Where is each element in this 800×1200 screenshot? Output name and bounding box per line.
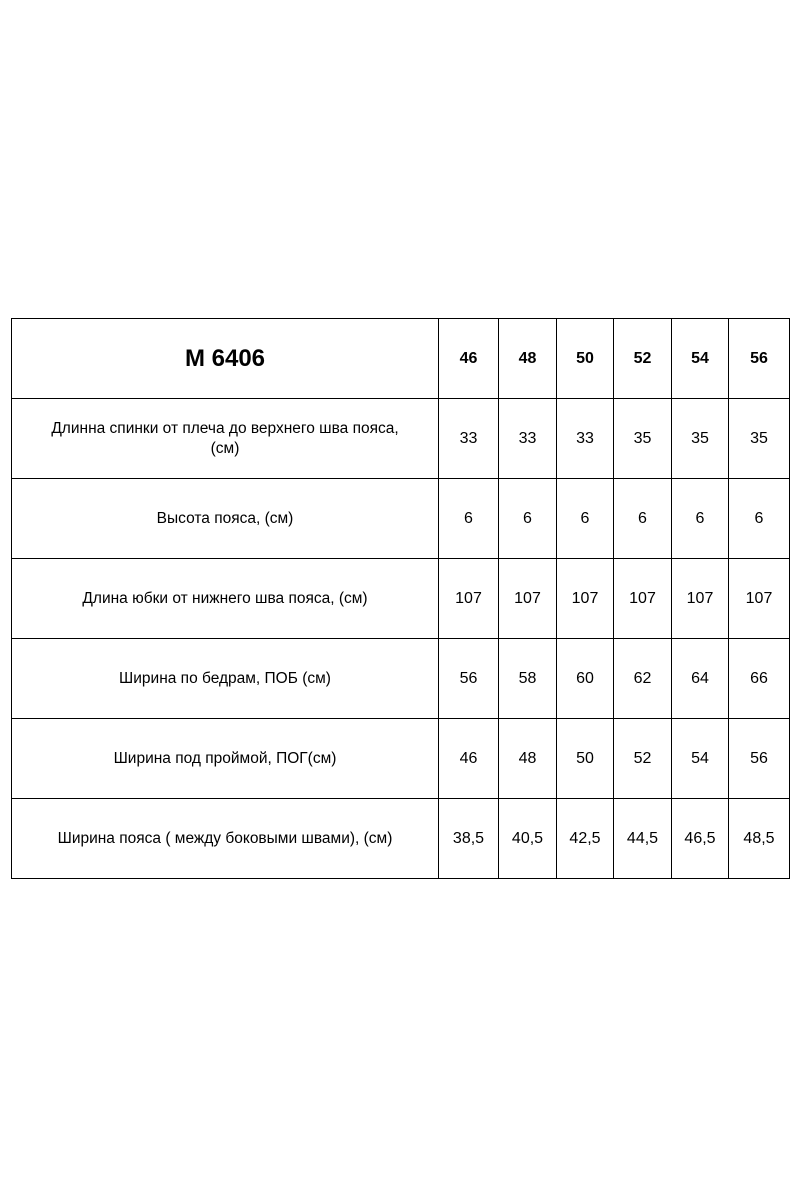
table-cell: 48 <box>499 719 557 799</box>
model-number: М 6406 <box>12 319 439 399</box>
table-row <box>12 799 790 879</box>
table-cell: 107 <box>499 559 557 639</box>
header-row <box>12 319 790 399</box>
table-cell: 6 <box>439 479 499 559</box>
table-cell: 107 <box>557 559 614 639</box>
row-label: Ширина по бедрам, ПОБ (см) <box>12 639 439 719</box>
table-cell: 56 <box>729 719 790 799</box>
table-row <box>12 719 790 799</box>
size-header: 46 <box>439 319 499 399</box>
table-row <box>12 639 790 719</box>
table-cell: 58 <box>499 639 557 719</box>
table-cell: 35 <box>672 399 729 479</box>
table-cell: 107 <box>614 559 672 639</box>
table-cell: 56 <box>439 639 499 719</box>
table-cell: 48,5 <box>729 799 790 879</box>
table-cell: 46,5 <box>672 799 729 879</box>
table-cell: 107 <box>439 559 499 639</box>
table-cell: 60 <box>557 639 614 719</box>
row-label-line: Длинна спинки от плеча до верхнего шва пояса, <box>51 419 399 437</box>
table-cell: 44,5 <box>614 799 672 879</box>
table-cell: 38,5 <box>439 799 499 879</box>
table-cell: 35 <box>729 399 790 479</box>
table-row <box>12 399 790 479</box>
table-cell: 33 <box>557 399 614 479</box>
table-cell: 6 <box>729 479 790 559</box>
size-header: 56 <box>729 319 790 399</box>
table-cell: 107 <box>729 559 790 639</box>
row-label: Длина юбки от нижнего шва пояса, (см) <box>12 559 439 639</box>
table-cell: 33 <box>439 399 499 479</box>
size-header: 50 <box>557 319 614 399</box>
table-cell: 42,5 <box>557 799 614 879</box>
size-header: 48 <box>499 319 557 399</box>
row-label <box>12 399 439 479</box>
table-cell: 6 <box>557 479 614 559</box>
table-cell: 6 <box>614 479 672 559</box>
table-cell: 35 <box>614 399 672 479</box>
table-cell: 52 <box>614 719 672 799</box>
table-cell: 40,5 <box>499 799 557 879</box>
table-cell: 107 <box>672 559 729 639</box>
table-row <box>12 479 790 559</box>
table-cell: 62 <box>614 639 672 719</box>
size-chart-table <box>11 318 790 879</box>
row-label: Ширина пояса ( между боковыми швами), (см) <box>12 799 439 879</box>
row-label: Высота пояса, (см) <box>12 479 439 559</box>
table-cell: 50 <box>557 719 614 799</box>
table-cell: 54 <box>672 719 729 799</box>
row-label-line: (см) <box>210 439 240 457</box>
table-cell: 6 <box>672 479 729 559</box>
table-cell: 6 <box>499 479 557 559</box>
row-label: Ширина под проймой, ПОГ(см) <box>12 719 439 799</box>
size-header: 52 <box>614 319 672 399</box>
size-header: 54 <box>672 319 729 399</box>
table-row <box>12 559 790 639</box>
table-cell: 66 <box>729 639 790 719</box>
table-cell: 64 <box>672 639 729 719</box>
table-cell: 33 <box>499 399 557 479</box>
table-cell: 46 <box>439 719 499 799</box>
